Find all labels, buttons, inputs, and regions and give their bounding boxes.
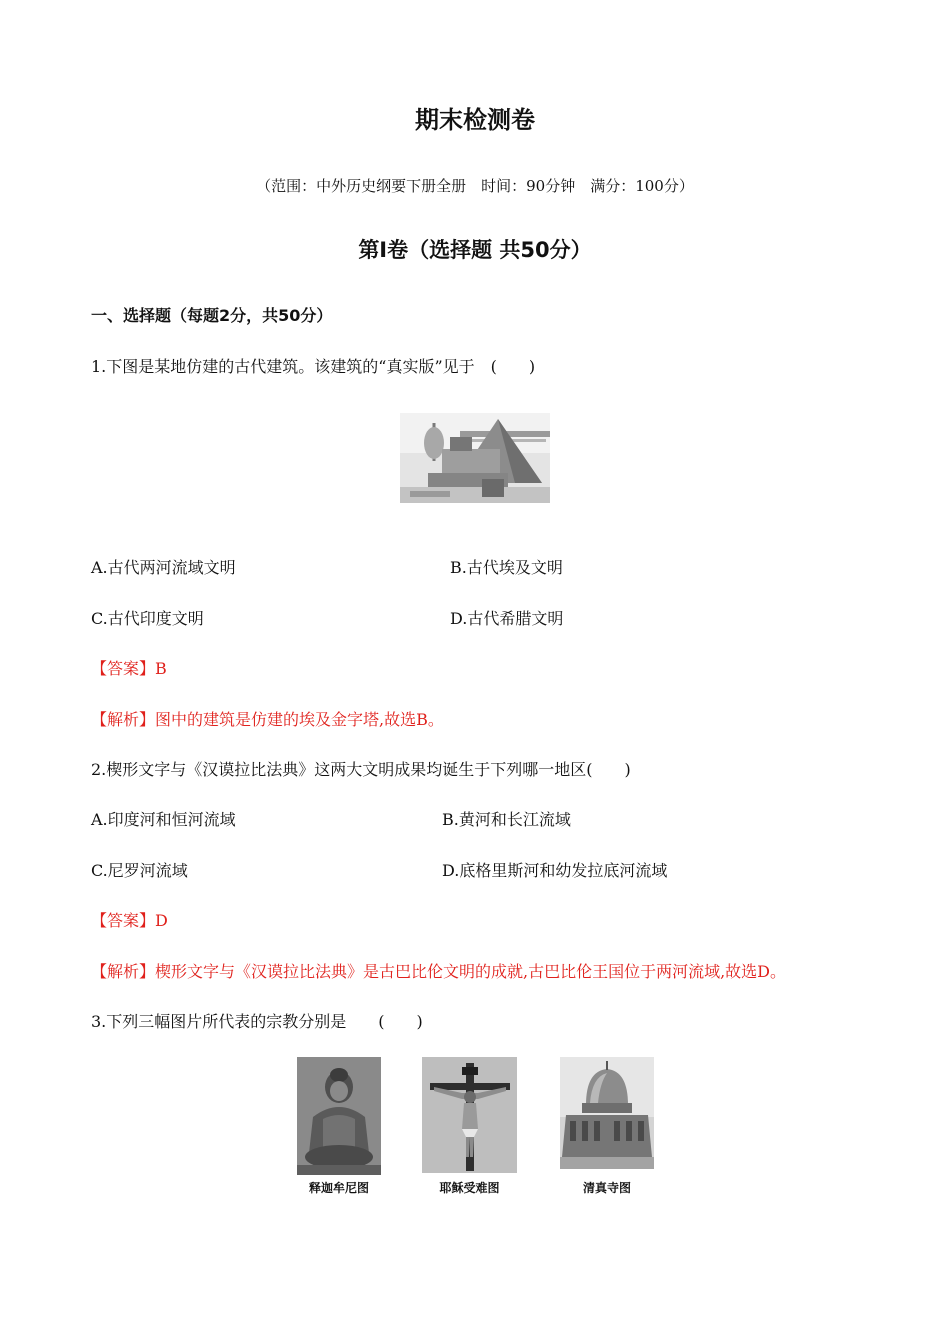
q1-option-b: B.古代埃及文明 — [450, 558, 563, 577]
crucifixion-photo — [422, 1057, 517, 1173]
buddha-statue-photo — [297, 1057, 381, 1175]
caption-crucifixion: 耶稣受难图 — [439, 1181, 500, 1195]
q1-option-a: A.古代两河流域文明 — [91, 558, 236, 577]
q2-option-a: A.印度河和恒河流域 — [91, 810, 236, 829]
exam-info: （范围：中外历史纲要下册全册 时间：90分钟 满分：100分） — [256, 177, 694, 195]
part-title: 第Ⅰ卷（选择题 共50分） — [358, 238, 592, 262]
question-1-stem: 1.下图是某地仿建的古代建筑。该建筑的“真实版”见于 ( ) — [91, 357, 536, 376]
caption-mosque: 清真寺图 — [582, 1181, 631, 1195]
q1-answer: 【答案】B — [91, 659, 167, 678]
question-3-stem: 3.下列三幅图片所代表的宗教分别是 ( ) — [91, 1012, 423, 1031]
q2-analysis: 【解析】楔形文字与《汉谟拉比法典》是古巴比伦文明的成就,古巴比伦王国位于两河流域,故选D。 — [91, 962, 787, 981]
q2-option-d: D.底格里斯河和幼发拉底河流域 — [442, 861, 668, 880]
section-title: 一、选择题（每题2分，共50分） — [91, 306, 333, 325]
question-2-stem: 2.楔形文字与《汉谟拉比法典》这两大文明成果均诞生于下列哪一地区( ) — [91, 760, 631, 779]
q1-analysis: 【解析】图中的建筑是仿建的埃及金字塔,故选B。 — [91, 710, 444, 729]
q2-option-b: B.黄河和长江流域 — [442, 810, 571, 829]
q1-option-c: C.古代印度文明 — [91, 609, 204, 628]
q1-option-d: D.古代希腊文明 — [450, 609, 564, 628]
page-title: 期末检测卷 — [415, 106, 535, 134]
caption-buddha: 释迦牟尼图 — [308, 1181, 369, 1195]
q2-option-c: C.尼罗河流域 — [91, 861, 188, 880]
mosque-photo — [560, 1057, 654, 1169]
pyramid-replica-photo — [400, 413, 550, 503]
q2-answer: 【答案】D — [91, 911, 168, 930]
